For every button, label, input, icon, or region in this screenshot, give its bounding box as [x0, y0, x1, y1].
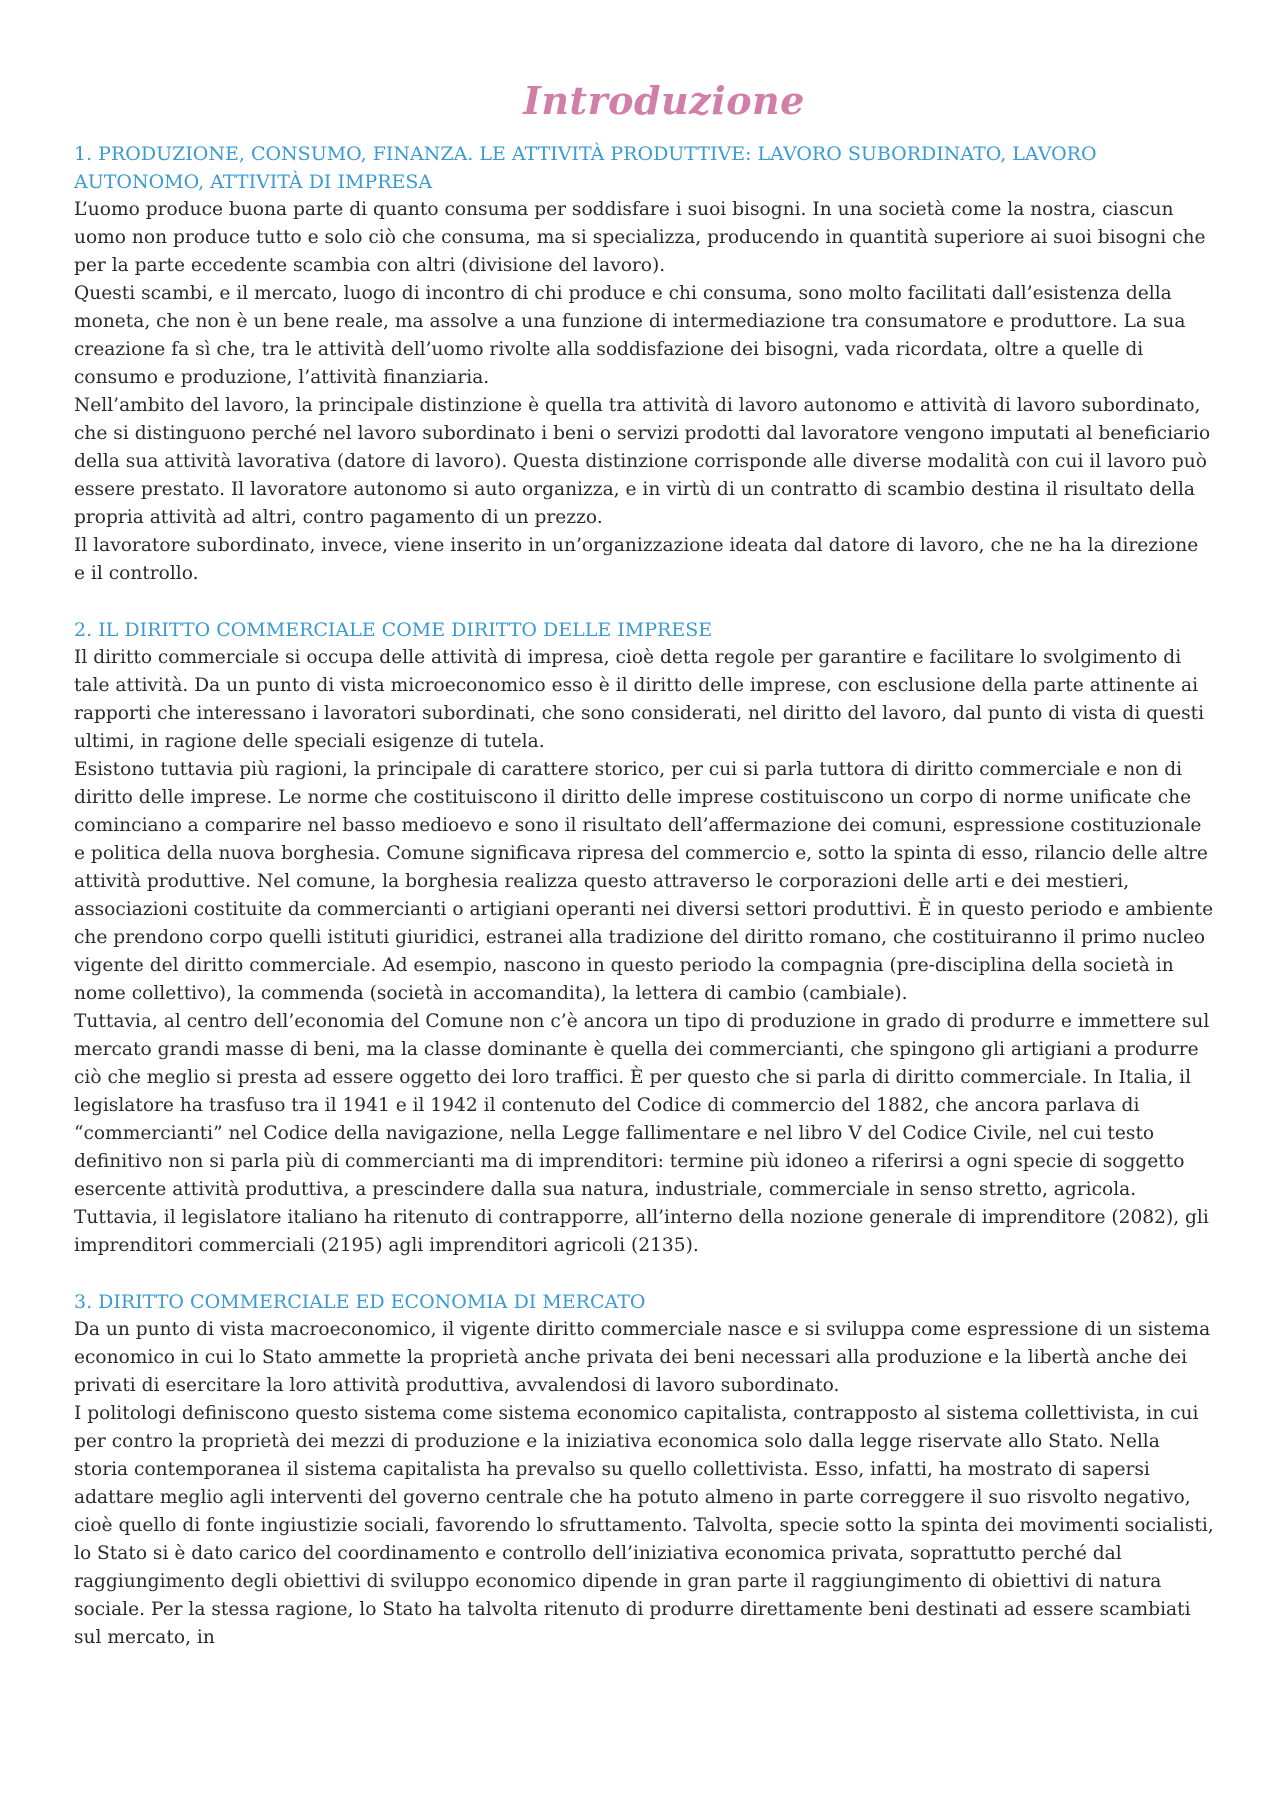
paragraph: Tuttavia, al centro dell’economia del Comune non c’è ancora un tipo di produzione in grado di produrre e immettere sul mercato grandi masse di beni, ma la classe dominante è quella dei commercianti, che spingono gli artigiani a produrre ciò che meglio si presta ad essere oggetto dei loro traffici. È per questo che si parla di diritto commerciale. In Italia, il legislatore ha trasfuso tra il 1941 e il 1942 il contenuto del Codice di commercio del 1882, che ancora parlava di “commercianti” nel Codice della navigazione, nella Legge fallimentare e nel libro V del Codice Civile, nel cui testo definitivo non si parla più di commercianti ma di imprenditori: termine più idoneo a riferirsi a ogni specie di soggetto esercente attività produttiva, a prescindere dalla sua natura, industriale, commerciale in senso stretto, agricola. Tuttavia, il legislatore italiano ha ritenuto di contrapporre, all’interno della nozione generale di imprenditore (2082), gli imprenditori commerciali (2195) agli imprenditori agricoli (2135). [74, 1011, 1210, 1256]
paragraph: Questi scambi, e il mercato, luogo di incontro di chi produce e chi consuma, sono molto facilitati dall’esistenza della moneta, che non è un bene reale, ma assolve a una funzione di intermediazione tra consumatore e produttore. La sua creazione fa sì che, tra le attività dell’uomo rivolte alla soddisfazione dei bisogni, vada ricordata, oltre a quelle di consumo e produzione, l’attività finanziaria. [74, 283, 1186, 388]
paragraph: I politologi definiscono questo sistema come sistema economico capitalista, contrapposto al sistema collettivista, in cui per contro la proprietà dei mezzi di produzione e la iniziativa economica solo dalla legge riservate allo Stato. Nella storia contemporanea il sistema capitalista ha prevalso su quello collettivista. Esso, infatti, ha mostrato di sapersi adattare meglio agli interventi del governo centrale che ha potuto almeno in parte correggere il suo risvolto negativo, cioè quello di fonte ingiustizie sociali, favorendo lo sfruttamento. Talvolta, specie sotto la spinta dei movimenti socialisti, lo Stato si è dato carico del coordinamento e controllo dell’iniziativa economica privata, soprattutto perché dal raggiungimento degli obiettivi di sviluppo economico dipende in gran parte il raggiungimento di obiettivi di natura sociale. Per la stessa ragione, lo Stato ha talvolta ritenuto di produrre direttamente beni destinati ad essere scambiati sul mercato, in [74, 1403, 1214, 1648]
section-heading: 3. DIRITTO COMMERCIALE ED ECONOMIA DI MERCATO [74, 1291, 646, 1313]
document-title: Introduzione [523, 78, 805, 123]
section-2 [74, 616, 1214, 1260]
section-heading: 2. IL DIRITTO COMMERCIALE COME DIRITTO DELLE IMPRESE [74, 619, 713, 641]
document-page [74, 76, 1214, 1680]
section-3 [74, 1288, 1214, 1652]
paragraph: Esistono tuttavia più ragioni, la principale di carattere storico, per cui si parla tuttora di diritto commerciale e non di diritto delle imprese. Le norme che costituiscono il diritto delle imprese costituiscono un corpo di norme unificate che cominciano a comparire nel basso medioevo e sono il risultato dell’affermazione dei comuni, espressione costituzionale e politica della nuova borghesia. Comune significava ripresa del commercio e, sotto la spinta di esso, rilancio delle altre attività produttive. Nel comune, la borghesia realizza questo attraverso le corporazioni delle arti e dei mestieri, associazioni costituite da commercianti o artigiani operanti nei diversi settori produttivi. È in questo periodo e ambiente che prendono corpo quelli istituti giuridici, estranei alla tradizione del diritto romano, che costituiranno il primo nucleo vigente del diritto commerciale. Ad esempio, nascono in questo periodo la compagnia (pre-disciplina della società in nome collettivo), la commenda (società in accomandita), la lettera di cambio (cambiale). [74, 759, 1214, 1004]
paragraph: L’uomo produce buona parte di quanto consuma per soddisfare i suoi bisogni. In una società come la nostra, ciascun uomo non produce tutto e solo ciò che consuma, ma si specializza, producendo in quantità superiore ai suoi bisogni che per la parte eccedente scambia con altri (divisione del lavoro). [74, 199, 1206, 276]
paragraph: Da un punto di vista macroeconomico, il vigente diritto commerciale nasce e si sviluppa come espressione di un sistema economico in cui lo Stato ammette la proprietà anche privata dei beni necessari alla produzione e la libertà anche dei privati di esercitare la loro attività produttiva, avvalendosi di lavoro subordinato. [74, 1319, 1211, 1396]
section-1 [74, 140, 1214, 588]
paragraph: Nell’ambito del lavoro, la principale distinzione è quella tra attività di lavoro autonomo e attività di lavoro subordinato, che si distinguono perché nel lavoro subordinato i beni o servizi prodotti dal lavoratore vengono imputati al beneficiario della sua attività lavorativa (datore di lavoro). Questa distinzione corrisponde alle diverse modalità con cui il lavoro può essere prestato. Il lavoratore autonomo si auto organizza, e in virtù di un contratto di scambio destina il risultato della propria attività ad altri, contro pagamento di un prezzo. [74, 395, 1211, 528]
section-heading: 1. PRODUZIONE, CONSUMO, FINANZA. LE ATTIVITÀ PRODUTTIVE: LAVORO SUBORDINATO, LAVORO AUTONOMO, ATTIVITÀ DI IMPRESA [74, 143, 1097, 193]
paragraph: Il lavoratore subordinato, invece, viene inserito in un’organizzazione ideata dal datore di lavoro, che ne ha la direzione e il controllo. [74, 535, 1199, 584]
paragraph: Il diritto commerciale si occupa delle attività di impresa, cioè detta regole per garantire e facilitare lo svolgimento di tale attività. Da un punto di vista microeconomico esso è il diritto delle imprese, con esclusione della parte attinente ai rapporti che interessano i lavoratori subordinati, che sono considerati, nel diritto del lavoro, dal punto di vista di questi ultimi, in ragione delle speciali esigenze di tutela. [74, 647, 1205, 752]
